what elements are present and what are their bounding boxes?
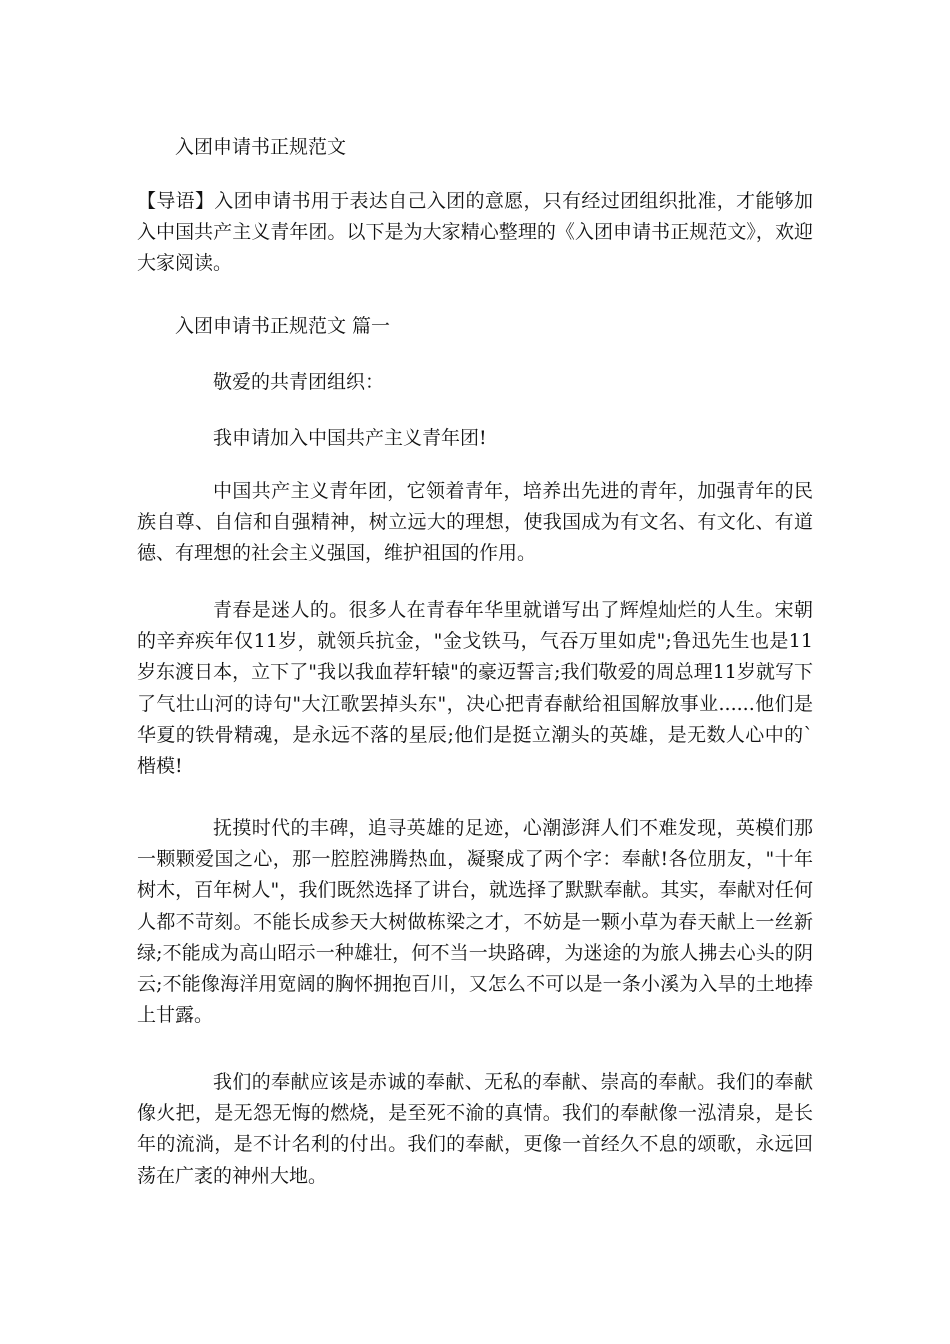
body-paragraph-1: 中国共产主义青年团，它领着青年，培养出先进的青年，加强青年的民族自尊、自信和自强精神，树立远大的理想，使我国成为有文名、有文化、有道德、有理想的社会主义强国，维护祖国的作用。 [137,480,813,565]
intro-paragraph: 【导语】入团申请书用于表达自己入团的意愿，只有经过团组织批准，才能够加入中国共产主义青年团。以下是为大家精心整理的《入团申请书正规范文》，欢迎大家阅读。 [137,190,813,275]
section-heading: 入团申请书正规范文 篇一 [175,315,391,337]
salutation: 敬爱的共青团组织： [213,371,385,393]
body-paragraph-4: 我们的奉献应该是赤诚的奉献、无私的奉献、崇高的奉献。我们的奉献像火把，是无怨无悔的燃烧，是至死不渝的真情。我们的奉献像一泓清泉，是长年的流淌，是不计名利的付出。我们的奉献，更像一首经久不息的颂歌，永远回荡在广袤的神州大地。 [137,1071,813,1187]
body-paragraph-2: 青春是迷人的。很多人在青春年华里就谱写出了辉煌灿烂的人生。宋朝的辛弃疾年仅11岁，就领兵抗金，"金戈铁马，气吞万里如虎";鲁迅先生也是11岁东渡日本，立下了"我以我血荐轩辕"的豪迈誓言;我们敬爱的周总理11岁就写下了气壮山河的诗句"大江歌罢掉头东"，决心把青春献给祖国解放事业......他们是华夏的铁骨精魂，是永远不落的星辰;他们是挺立潮头的英雄，是无数人心中的`楷模! [137,599,813,778]
document-title: 入团申请书正规范文 [175,136,347,158]
body-paragraph-3: 抚摸时代的丰碑，追寻英雄的足迹，心潮澎湃人们不难发现，英模们那一颗颗爱国之心，那一腔腔沸腾热血，凝聚成了两个字：奉献!各位朋友，"十年树木，百年树人"，我们既然选择了讲台，就选择了默默奉献。其实，奉献对任何人都不苛刻。不能长成参天大树做栋梁之才，不妨是一颗小草为春天献上一丝新绿;不能成为高山昭示一种雄壮，何不当一块路碑，为迷途的为旅人拂去心头的阴云;不能像海洋用宽阔的胸怀拥抱百川，又怎么不可以是一条小溪为入旱的土地捧上甘露。 [137,817,813,1027]
opening-line: 我申请加入中国共产主义青年团! [213,427,487,449]
